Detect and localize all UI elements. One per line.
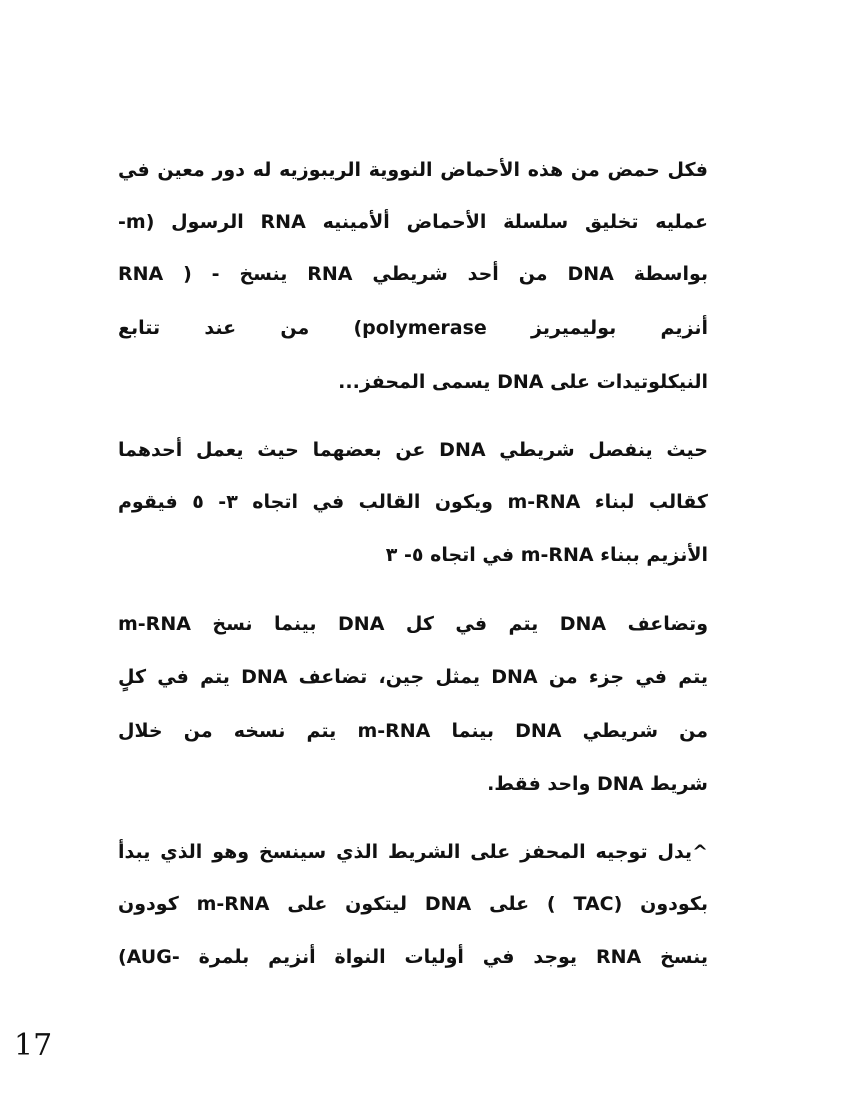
paragraph-2-line-3: الأنزيم ببناء m-RNA في اتجاه ٥- ٣ — [385, 544, 708, 566]
page-number: 17 — [14, 1028, 53, 1063]
paragraph-1-line-5: النيكلوتيدات على DNA يسمى المحفز... — [338, 371, 708, 393]
paragraph-3-line-2: يتم في جزء من DNA يمثل جين، تضاعف DNA يتم في كلٍ — [118, 666, 708, 688]
paragraph-4-line-2: بكودون (TAC ) على DNA ليتكون على m-RNA كودون — [118, 893, 708, 915]
paragraph-1-line-4: أنزيم بوليميريز polymerase) من عند تتابع — [118, 317, 708, 339]
paragraph-1-line-2: عمليه تخليق سلسلة الأحماض ألأمينيه RNA الرسول (m- — [118, 211, 708, 233]
paragraph-1-line-1: فكل حمض من هذه الأحماض النووية الريبوزيه له دور معين في — [118, 159, 708, 181]
paragraph-3-line-3: من شريطي DNA بينما m-RNA يتم نسخه من خلال — [118, 720, 708, 742]
paragraph-4-line-3: (AUG- يوجد في أوليات النواة أنزيم بلمرة RNA ينسخ — [118, 946, 708, 968]
paragraph-3-line-1: وتضاعف DNA يتم في كل DNA بينما نسخ m-RNA — [118, 613, 708, 635]
paragraph-3-line-4: شريط DNA واحد فقط. — [487, 773, 708, 795]
paragraph-4-line-1: ^يدل توجيه المحفز على الشريط الذي سينسخ وهو الذي يبدأ — [118, 841, 708, 863]
paragraph-2-line-1: حيث ينفصل شريطي DNA عن بعضهما حيث يعمل أحدهما — [118, 439, 708, 461]
paragraph-2-line-2: كقالب لبناء m-RNA ويكون القالب في اتجاه ٣- ٥ فيقوم — [118, 491, 708, 513]
paragraph-1-line-3: RNA ) - ينسخ RNA من أحد شريطي DNA بواسطة — [118, 263, 708, 285]
